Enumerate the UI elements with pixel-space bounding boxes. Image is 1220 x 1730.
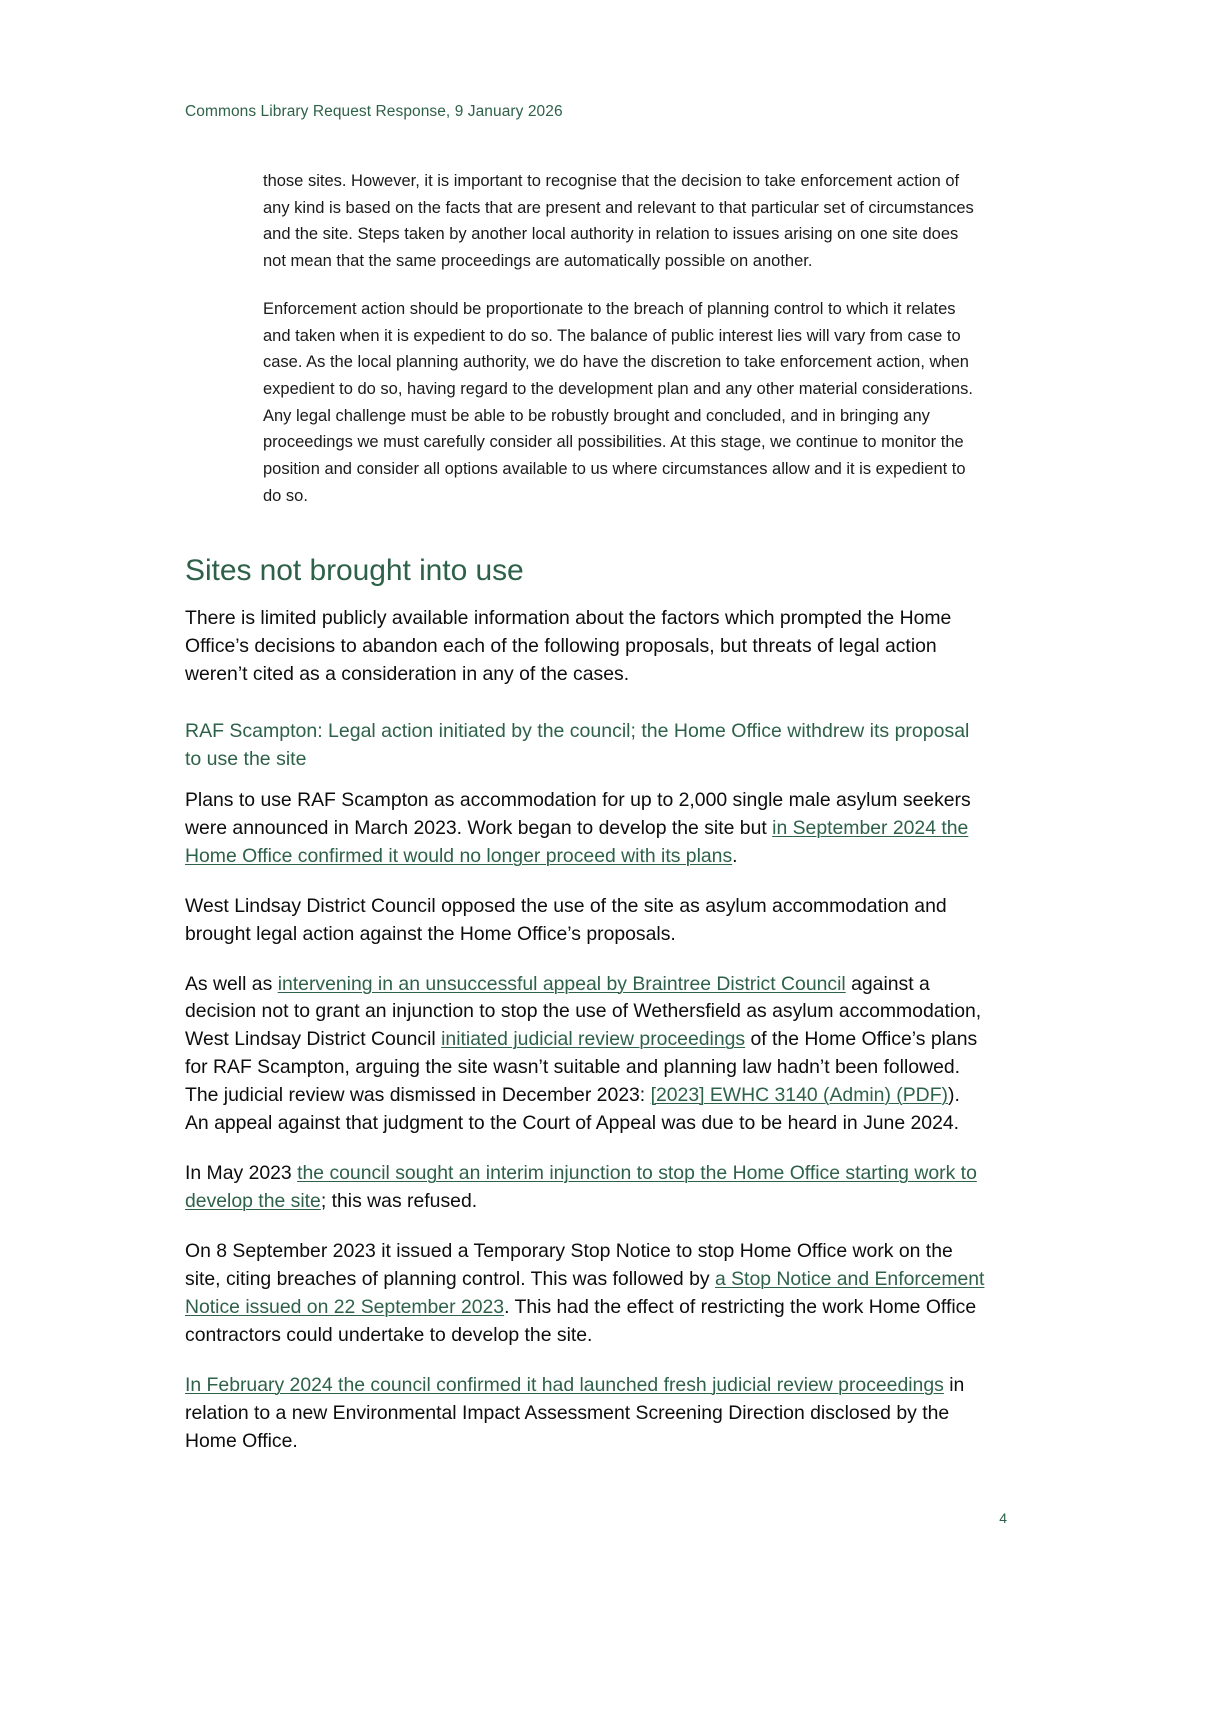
text-fragment: .	[732, 844, 738, 867]
link-braintree-appeal[interactable]: intervening in an unsuccessful appeal by Braintree District Council	[277, 972, 846, 995]
text-fragment: in relation to a new Environmental Impact Assessment Screening Direction disclosed by the Home Office.	[185, 1373, 965, 1452]
link-initiated-judicial-review[interactable]: initiated judicial review proceedings	[441, 1028, 746, 1051]
paragraph-west-lindsay-opposition: West Lindsay District Council opposed the use of the site as asylum accommodation and brought legal action against the Home Office’s proposals.	[185, 894, 947, 945]
quote-paragraph: those sites. However, it is important to recognise that the decision to take enforcement action of any kind is based on the facts that are present and relevant to that particular set of circumstances and the site. Steps taken by another local authority in relation to issues arising on one site does not mean that the same proceedings are automatically possible on another.	[263, 172, 974, 271]
text-fragment: In May 2023	[185, 1162, 298, 1185]
text-fragment: of the Home Office’s plans for RAF Scampton, arguing the site wasn’t suitable and planning law hadn’t been followed. The judicial review was dismissed in December 2023:	[185, 1028, 978, 1107]
sub-heading-raf-scampton: RAF Scampton: Legal action initiated by the council; the Home Office withdrew its proposal to use the site	[185, 720, 970, 771]
text-fragment: As well as	[185, 972, 278, 995]
paragraph-interim-injunction	[185, 1160, 985, 1216]
text-fragment: ; this was refused.	[320, 1190, 478, 1213]
page-content	[185, 168, 985, 1478]
link-february-2024-fresh-judicial-review[interactable]: In February 2024 the council confirmed it had launched fresh judicial review proceedings	[185, 1373, 944, 1396]
text-fragment: ). An appeal against that judgment to the Court of Appeal was due to be heard in June 2024.	[185, 1084, 960, 1135]
section-intro-paragraph: There is limited publicly available information about the factors which prompted the Home Office’s decisions to abandon each of the following proposals, but threats of legal action weren’t cited as a consideration in any of the cases.	[185, 606, 952, 685]
page-header: Commons Library Request Response, 9 January 2026	[185, 103, 563, 120]
text-fragment: Plans to use RAF Scampton as accommodation for up to 2,000 single male asylum seekers were announced in March 2023. Work began to develop the site but	[185, 788, 971, 839]
paragraph-raf-scampton-plans	[185, 787, 985, 871]
link-interim-injunction[interactable]: the council sought an interim injunction to stop the Home Office starting work to develop the site	[185, 1162, 977, 1213]
text-fragment: against a decision not to grant an injunction to stop the use of Wethersfield as asylum accommodation, West Lindsay District Council	[185, 972, 982, 1051]
paragraph-stop-notice	[185, 1238, 985, 1350]
quote-paragraph: Enforcement action should be proportionate to the breach of planning control to which it relates and taken when it is expedient to do so. The balance of public interest lies will vary from case to case. As the local planning authority, we do have the discretion to take enforcement action, when expedient to do so, having regard to the development plan and any other material considerations. Any legal challenge must be able to be robustly brought and concluded, and in bringing any proceedings we must carefully consider all possibilities. At this stage, we continue to monitor the position and consider all options available to us where circumstances allow and it is expedient to do so.	[263, 299, 973, 505]
page-number: 4	[999, 1510, 1007, 1526]
text-fragment: On 8 September 2023 it issued a Temporary Stop Notice to stop Home Office work on the site, citing breaches of planning control. This was followed by	[185, 1240, 953, 1290]
paragraph-judicial-review	[185, 971, 985, 1139]
link-ewhc-judgment-pdf[interactable]: [2023] EWHC 3140 (Admin) (PDF)	[650, 1084, 948, 1107]
paragraph-february-2024-review	[185, 1372, 985, 1456]
text-fragment: . This had the effect of restricting the work Home Office contractors could undertake to develop the site.	[185, 1295, 977, 1346]
link-stop-notice-enforcement-notice[interactable]: a Stop Notice and Enforcement Notice issued on 22 September 2023	[185, 1267, 985, 1318]
link-september-2024-home-office-confirmation[interactable]: in September 2024 the Home Office confirmed it would no longer proceed with its plans	[185, 816, 969, 867]
section-heading: Sites not brought into use	[185, 553, 524, 587]
